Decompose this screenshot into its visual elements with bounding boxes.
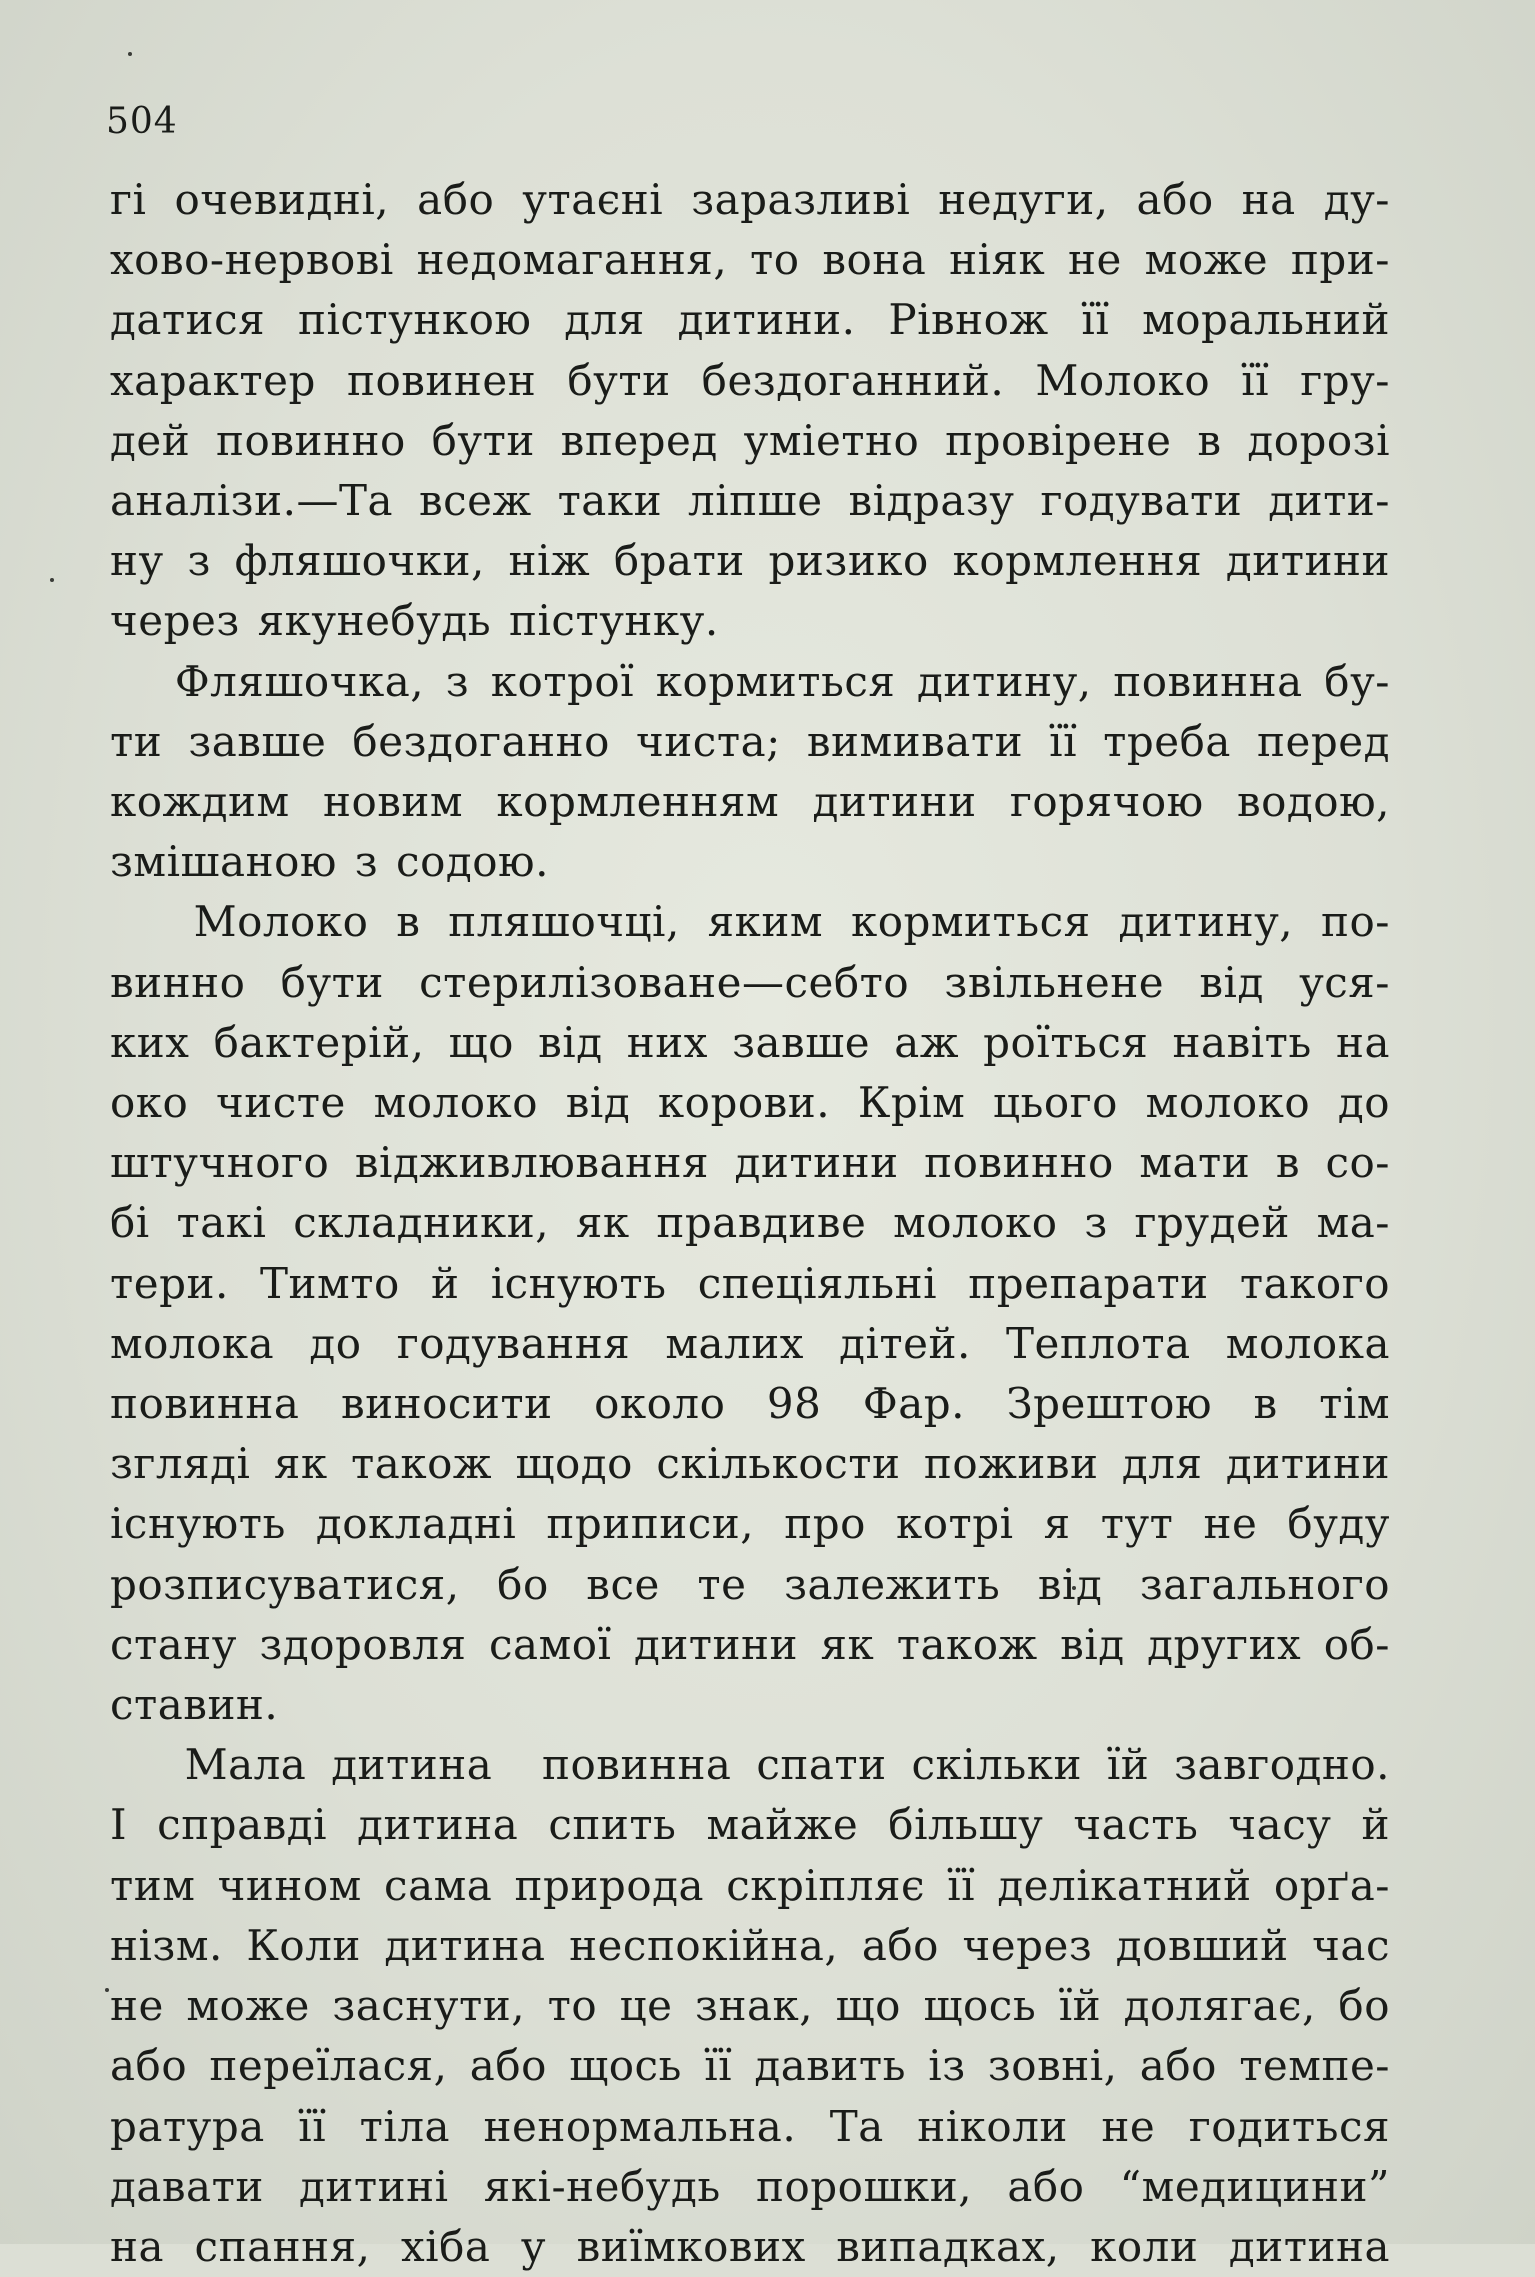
print-speck [50, 578, 54, 582]
body-text [110, 170, 1390, 2277]
text-line: винно бути стерилізоване—себто звільнене від уся- [110, 957, 1390, 1007]
text-line: штучного відживлювання дитини повинно мати в со- [110, 1138, 1390, 1188]
text-line: гі очевидні, або утаєні заразливі недуги, або на ду- [110, 175, 1390, 224]
text-line: бі такі складники, як правдиве молоко з грудей ма- [110, 1198, 1390, 1248]
text-line: характер повинен бути бездоганний. Молоко її гру- [110, 355, 1390, 405]
text-line: око чисте молоко від корови. Крім цього молоко до [110, 1078, 1390, 1128]
text-line: зглядi як також щодо скількости поживи для дитини [110, 1439, 1390, 1489]
text-line: Молоко в пляшочці, яким кормиться дитину, по- [110, 897, 1390, 947]
text-line: не може заснути, то це знак, що щось їй долягає, бо [110, 1981, 1390, 2031]
text-line: датися пістункою для дитини. Рівнож її моральний [110, 295, 1390, 345]
text-line: тим чином сама природа скріпляє її делікатний орґа- [110, 1860, 1390, 1910]
page-number: 504 [106, 101, 178, 142]
text-line: дей повинно бути вперед уміетно провірене в дорозі [110, 415, 1390, 465]
text-line: ти завше бездоганно чиста; вимивати її треба перед [110, 716, 1390, 766]
text-line: тери. Тимто й існують спеціяльні препарати такого [110, 1258, 1390, 1308]
text-line: нізм. Коли дитина неспокійна, або через довший час [110, 1920, 1390, 1970]
text-line: ратура її тіла ненормальна. Та ніколи не годиться [110, 2101, 1390, 2151]
text-line: ставин. [110, 1680, 279, 1730]
text-line: І справді дитина спить майже більшу часть часу й [110, 1800, 1390, 1850]
text-line: ких бактерій, що від них завше аж роїться навіть на [110, 1017, 1390, 1067]
text-line: розписуватися, бо все те залежить від загального [110, 1559, 1390, 1609]
text-line: ну з фляшочки, ніж брати ризико кормлення дитини [110, 536, 1390, 586]
text-line: повинна виносити около 98 Фар. Зрештою в тім [110, 1379, 1390, 1429]
print-speck [128, 52, 132, 56]
text-line: на спання, хіба у виїмкових випадках, коли дитина [110, 2221, 1390, 2271]
text-line: Мала дитина повинна спати скільки їй завгодно. [110, 1740, 1390, 1790]
text-line: давати дитині які-небудь порошки, або “медицини” [110, 2161, 1390, 2211]
text-line: змішаною з содою. [110, 837, 549, 887]
text-line: або переїлася, або щось її давить із зовні, або темпе- [110, 2041, 1390, 2091]
text-line: існують докладні приписи, про котрі я тут не буду [110, 1499, 1390, 1549]
text-line: кождим новим кормленням дитини горячою водою, [110, 777, 1390, 827]
text-line: Фляшочка, з котрої кормиться дитину, повинна бу- [110, 656, 1390, 706]
text-line: через якунебудь пістунку. [110, 596, 719, 646]
text-line: аналізи.—Та всеж таки ліпше відразу годувати дити- [110, 476, 1390, 526]
text-line: стану здоровля самої дитини як також від других об- [110, 1619, 1390, 1669]
text-line: хово-нервові недомагання, то вона ніяк не може при- [110, 235, 1390, 285]
print-speck [105, 1988, 109, 1992]
text-line: молока до годування малих дітей. Теплота молока [110, 1318, 1390, 1368]
